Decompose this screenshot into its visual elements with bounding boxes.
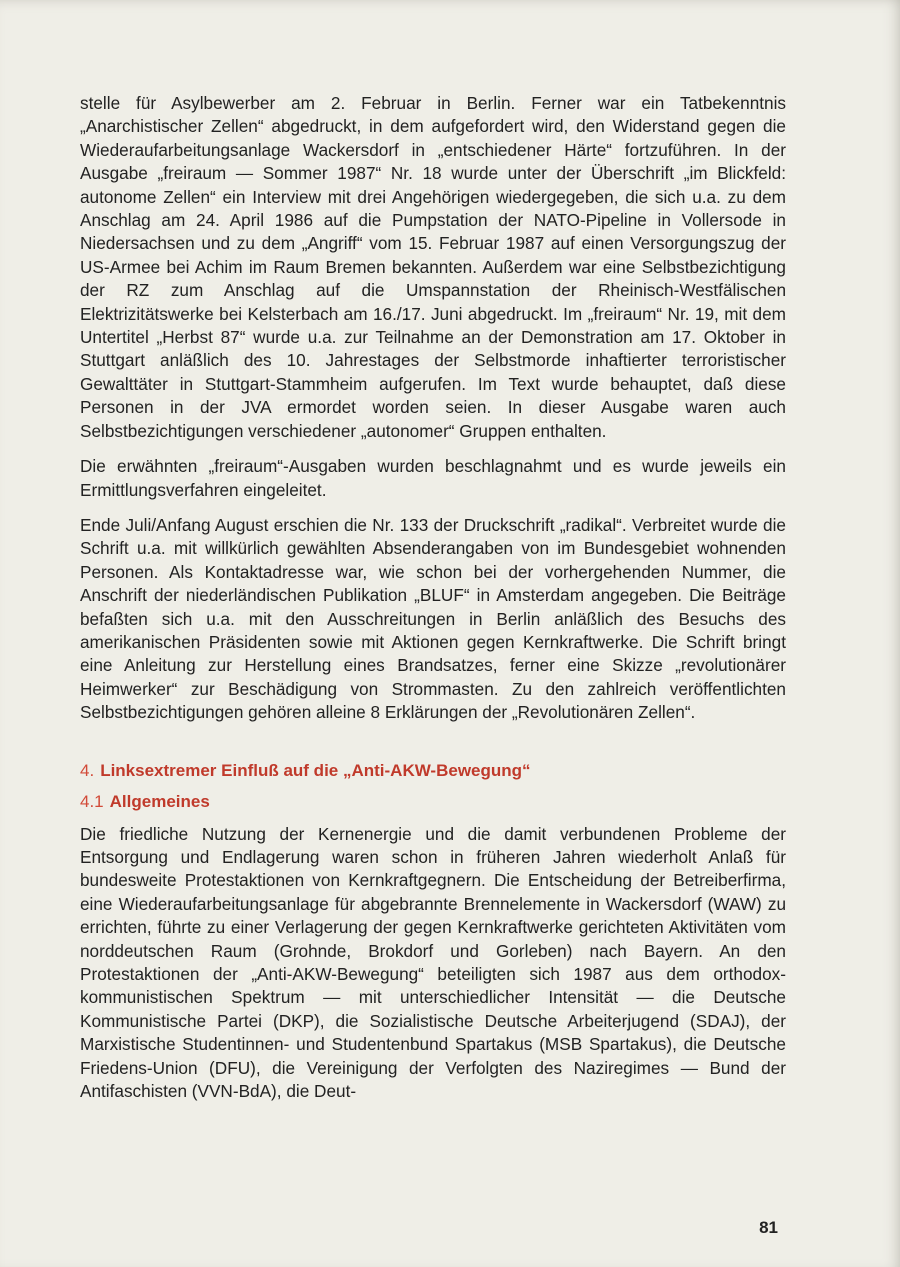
paragraph-allgemeines: Die friedliche Nutzung der Kernenergie und die damit verbundenen Probleme der Entsorgung und Endlagerung waren schon in früheren Jahren wiederholt Anlaß für bundesweite Protestaktionen von Kernkraftgegnern. Die Entscheidung der Betreiberfirma, eine Wiederaufarbeitungsanlage für abgebrannte Brennelemente in Wackersdorf (WAW) zu errichten, führte zu einer Verlagerung der gegen Kernkraftwerke gerichteten Aktivitäten vom norddeutschen Raum (Grohnde, Brokdorf und Gorleben) nach Bayern. An den Protestaktionen der „Anti-AKW-Bewegung“ beteiligten sich 1987 aus dem orthodox-kommunistischen Spektrum — mit unterschiedlicher Intensität — die Deutsche Kommunistische Partei (DKP), die Sozialistische Deutsche Arbeiterjugend (SDAJ), der Marxistische Studentinnen- und Studentenbund Spartakus (MSB Spartakus), die Deutsche Friedens-Union (DFU), die Vereinigung der Verfolgten des Naziregimes — Bund der Antifaschisten (VVN-BdA), die Deut- [80, 823, 786, 1102]
subsection-title: Allgemeines [109, 791, 210, 811]
section-heading [80, 759, 786, 782]
paragraph-radikal: Ende Juli/Anfang August erschien die Nr. 133 der Druckschrift „radikal“. Verbreitet wurde die Schrift u.a. mit willkürlich gewählten Absenderangaben von im Bundesgebiet wohnenden Personen. Als Kontaktadresse war, wie schon bei der vorhergehenden Nummer, die Anschrift der niederländischen Publikation „BLUF“ in Amsterdam angegeben. Die Beiträge befaßten sich u.a. mit den Ausschreitungen in Berlin anläßlich des Besuchs des amerikanischen Präsidenten sowie mit Aktionen gegen Kernkraftwerke. Die Schrift bringt eine Anleitung zur Herstellung eines Brandsatzes, ferner eine Skizze „revolutionärer Heimwerker“ zur Beschädigung von Strommasten. Zu den zahlreich veröffentlichten Selbstbezichtigungen gehören alleine 8 Erklärungen der „Revolutionären Zellen“. [80, 514, 786, 723]
subsection-heading [80, 790, 786, 813]
page-number: 81 [759, 1218, 778, 1237]
page-body [80, 92, 786, 1115]
paragraph-beschlagnahme: Die erwähnten „freiraum“-Ausgaben wurden beschlagnahmt und es wurde jeweils ein Ermittlungsverfahren eingeleitet. [80, 456, 786, 500]
paragraph-freiraum: stelle für Asylbewerber am 2. Februar in Berlin. Ferner war ein Tatbekenntnis „Anarchistischer Zellen“ abgedruckt, in dem aufgefordert wird, den Widerstand gegen die Wiederaufarbeitungsanlage Wackersdorf in „entschiedener Härte“ fortzuführen. In der Ausgabe „freiraum — Sommer 1987“ Nr. 18 wurde unter der Überschrift „im Blickfeld: autonome Zellen“ ein Interview mit drei Angehörigen wiedergegeben, die sich u.a. zu dem Anschlag am 24. April 1986 auf die Pumpstation der NATO-Pipeline in Vollersode in Niedersachsen und zu dem „Angriff“ vom 15. Februar 1987 auf einen Versorgungszug der US-Armee bei Achim im Raum Bremen bekannten. Außerdem war eine Selbstbezichtigung der RZ zum Anschlag auf die Umspannstation der Rheinisch-Westfälischen Elektrizitätswerke bei Kelsterbach am 16./17. Juni abgedruckt. Im „freiraum“ Nr. 19, mit dem Untertitel „Herbst 87“ wurde u.a. zur Teilnahme an der Demonstration am 17. Oktober in Stuttgart anläßlich des 10. Jahrestages der Selbstmorde inhaftierter terroristischer Gewalttäter in Stuttgart-Stammheim aufgerufen. Im Text wurde behauptet, daß diese Personen in der JVA ermordet worden seien. In dieser Ausgabe waren auch Selbstbezichtigungen verschiedener „autonomer“ Gruppen enthalten. [80, 93, 786, 441]
section-title: Linksextremer Einfluß auf die „Anti-AKW-Bewegung“ [100, 760, 531, 780]
subsection-number: 4.1 [80, 791, 104, 811]
section-number: 4. [80, 760, 95, 780]
